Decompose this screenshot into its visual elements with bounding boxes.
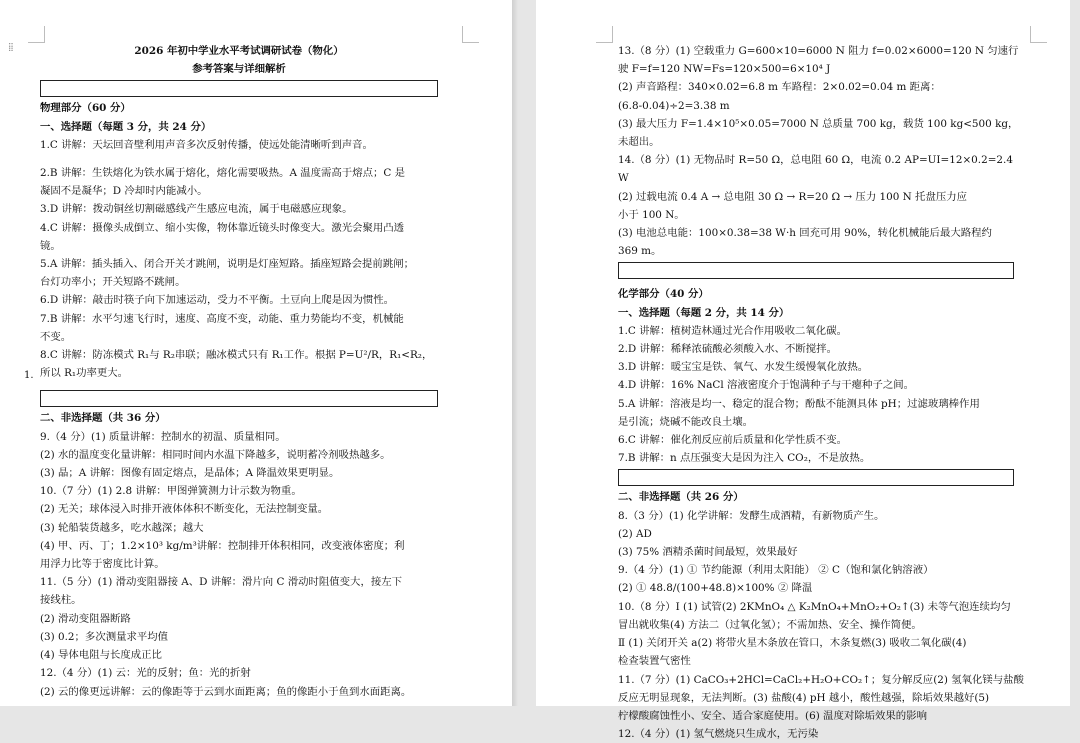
divider-box (40, 390, 438, 407)
answer-line: (2) AD (618, 527, 652, 540)
answer-line: 未超出。 (618, 136, 660, 149)
answer-line: (2) 无关；球体浸入时排开液体体积不断变化，无法控制变量。 (40, 503, 329, 516)
answer-line: 14.（8 分）(1) 无物品时 R=50 Ω，总电阻 60 Ω，电流 0.2 AP=UI=12×0.2=2.4 (618, 154, 1013, 167)
answer-line: 凝固不是凝华；D 冷却时内能减小。 (40, 185, 208, 198)
answer-line: (3) 电池总电能：100×0.38=38 W·h 回充可用 90%，转化机械能后最大路程约 (618, 227, 992, 240)
answer-line: 10.（8 分）Ⅰ (1) 试管(2) 2KMnO₄ △ K₂MnO₄+MnO₂+O₂↑(3) 未等气泡连续均匀 (618, 600, 1011, 613)
left-page-text (40, 42, 438, 701)
answer-line: 不变。 (40, 330, 72, 343)
answer-line: 镜。 (40, 239, 61, 252)
answer-line: 11.（7 分）(1) CaCO₃+2HCl=CaCl₂+H₂O+CO₂↑；复分解反应(2) 氢氧化镁与盐酸 (618, 673, 1024, 686)
scroll-edge (1070, 0, 1080, 706)
answer-line: 冒出就收集(4) 方法二（过氧化氢）；不需加热、安全、操作简便。 (618, 618, 922, 631)
answer-line: (6.8-0.04)÷2=3.38 m (618, 99, 730, 112)
page-gap (512, 0, 518, 706)
answer-line: (3) 轮船装货越多，吃水越深；越大 (40, 521, 204, 534)
answer-line: (3) 75% 酒精杀菌时间最短，效果最好 (618, 546, 798, 559)
answer-line: (2) 过载电流 0.4 A → 总电阻 30 Ω → R=20 Ω → 压力 100 N 托盘压力应 (618, 190, 968, 203)
answer-line: (3) 0.2；多次测量求平均值 (40, 630, 169, 643)
section-heading: 二、非选择题（共 26 分） (618, 491, 744, 504)
answer-line: (3) 晶；A 讲解：图像有固定熔点，是晶体；A 降温效果更明显。 (40, 467, 340, 480)
margin-number: 1. (24, 370, 34, 381)
answer-line: 是引流；烧碱不能改良土壤。 (618, 415, 754, 428)
answer-line: (4) 甲、丙、丁；1.2×10³ kg/m³讲解：控制排开体积相同，改变液体密度；利 (40, 539, 405, 552)
answer-line: 1.C 讲解：天坛回音壁利用声音多次反射传播，使远处能清晰听到声音。 (40, 138, 373, 151)
answer-line: 9.（4 分）(1) ① 节约能源（利用太阳能） ② C（饱和氯化钠溶液） (618, 564, 934, 577)
answer-line: 接线柱。 (40, 594, 82, 607)
answer-line: 9.（4 分）(1) 质量讲解：控制水的初温、质量相同。 (40, 430, 286, 443)
answer-line: 6.C 讲解：催化剂反应前后质量和化学性质不变。 (618, 434, 847, 447)
answer-line: 4.C 讲解：摄像头成倒立、缩小实像，物体靠近镜头时像变大。激光会聚用凸透 (40, 221, 405, 234)
answer-line: 369 m。 (618, 245, 662, 258)
section-heading: 一、选择题（每题 3 分，共 24 分） (40, 120, 212, 133)
answer-line: (2) 云的像更远讲解：云的像距等于云到水面距离；鱼的像距小于鱼到水面距离。 (40, 685, 412, 698)
answer-line: Ⅱ (1) 关闭开关 a(2) 将带火星木条放在管口，木条复燃(3) 吸收二氧化碳(4) (618, 637, 967, 650)
drag-handle-icon[interactable]: ⁞⁞ (8, 40, 13, 54)
right-page-text (618, 42, 1024, 743)
answer-line: (2) 滑动变阻器断路 (40, 612, 131, 625)
answer-line: 8.C 讲解：防冻模式 R₁与 R₂串联；融冰模式只有 R₁工作。根据 P=U²/R，R₁<R₂， (40, 349, 433, 362)
chemistry-section-title: 化学部分（40 分） (618, 288, 709, 301)
divider-box (40, 80, 438, 97)
answer-line: 12.（4 分）(1) 云：光的反射；鱼：光的折射 (40, 667, 251, 680)
answer-line: (2) 声音路程：340×0.02=6.8 m 车路程：2×0.02=0.04 m 距离： (618, 81, 941, 94)
divider-box (618, 262, 1014, 279)
answer-line: (2) ① 48.8/(100+48.8)×100% ② 降温 (618, 582, 813, 595)
answer-line: 8.（3 分）(1) 化学讲解：发酵生成酒精，有新物质产生。 (618, 509, 885, 522)
answer-line: 4.D 讲解：16% NaCl 溶液密度介于饱满种子与干瘪种子之间。 (618, 379, 915, 392)
answer-line: 所以 R₁功率更大。 (40, 367, 129, 380)
answer-line: 5.A 讲解：溶液是均一、稳定的混合物；酚酞不能测具体 pH；过滤玻璃棒作用 (618, 397, 980, 410)
exam-subtitle: 参考答案与详细解析 (192, 63, 286, 76)
answer-line: 5.A 讲解：插头插入、闭合开关才跳闸，说明是灯座短路。插座短路会提前跳闸； (40, 258, 414, 271)
answer-line: W (618, 172, 629, 185)
answer-line: 12.（4 分）(1) 氢气燃烧只生成水，无污染 (618, 728, 819, 741)
section-heading: 一、选择题（每题 2 分，共 14 分） (618, 306, 790, 319)
answer-line: (3) 最大压力 F=1.4×10⁵×0.05=7000 N 总质量 700 kg，载货 100 kg<500 kg， (618, 117, 1019, 130)
section-heading: 二、非选择题（共 36 分） (40, 412, 166, 425)
exam-title: 2026 年初中学业水平考试调研试卷（物化） (134, 45, 344, 57)
answer-line: 2.B 讲解：生铁熔化为铁水属于熔化，熔化需要吸热。A 温度需高于熔点；C 是 (40, 167, 406, 180)
answer-line: 7.B 讲解：水平匀速飞行时，速度、高度不变，动能、重力势能均不变，机械能 (40, 312, 404, 325)
page-corner-mark (462, 26, 479, 43)
page-corner-mark (1030, 26, 1047, 43)
answer-line: 3.D 讲解：拨动铜丝切割磁感线产生感应电流，属于电磁感应现象。 (40, 203, 353, 216)
answer-line: 10.（7 分）(1) 2.8 讲解：甲图弹簧测力计示数为物重。 (40, 485, 302, 498)
document-page-left (0, 0, 512, 706)
answer-line: 用浮力比等于密度比计算。 (40, 558, 165, 571)
answer-line: 驶 F=f=120 NW=Fs=120×500=6×10⁴ J (618, 63, 831, 76)
answer-line: 台灯功率小；开关短路不跳闸。 (40, 276, 186, 289)
answer-line: 1.C 讲解：植树造林通过光合作用吸收二氧化碳。 (618, 324, 847, 337)
document-page-right (536, 0, 1070, 741)
answer-line: 2.D 讲解：稀释浓硫酸必须酸入水、不断搅拌。 (618, 343, 837, 356)
answer-line: (2) 水的温度变化量讲解：相同时间内水温下降越多，说明蓄冷剂吸热越多。 (40, 448, 391, 461)
answer-line: 6.D 讲解：敲击时筷子向下加速运动，受力不平衡。土豆向上爬是因为惯性。 (40, 294, 395, 307)
physics-section-title: 物理部分（60 分） (40, 102, 131, 115)
answer-line: 7.B 讲解：n 点压强变大是因为注入 CO₂，不是放热。 (618, 452, 871, 465)
answer-line: 13.（8 分）(1) 空载重力 G=600×10=6000 N 阻力 f=0.02×6000=120 N 匀速行 (618, 45, 1019, 57)
divider-box (618, 469, 1014, 486)
answer-line: 柠檬酸腐蚀性小、安全、适合家庭使用。(6) 温度对除垢效果的影响 (618, 709, 927, 722)
page-corner-mark (596, 26, 613, 43)
answer-line: 反应无明显现象，无法判断。(3) 盐酸(4) pH 越小，酸性越强，除垢效果越好(5) (618, 691, 990, 704)
answer-line: 小于 100 N。 (618, 208, 685, 221)
answer-line: 3.D 讲解：暖宝宝是铁、氧气、水发生缓慢氧化放热。 (618, 361, 869, 374)
answer-line: 11.（5 分）(1) 滑动变阻器接 A、D 讲解：滑片向 C 滑动时阻值变大，接左下 (40, 576, 402, 589)
page-corner-mark (28, 26, 45, 43)
answer-line: 检查装置气密性 (618, 655, 691, 668)
answer-line: (4) 导体电阻与长度成正比 (40, 649, 162, 662)
